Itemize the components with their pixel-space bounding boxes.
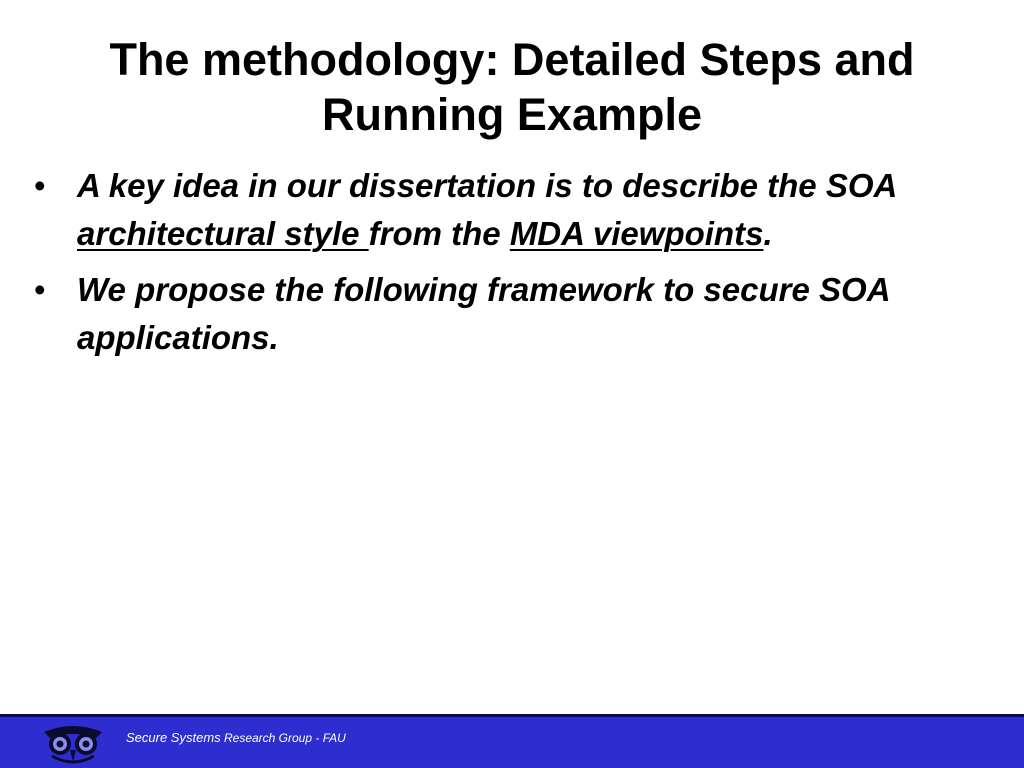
bullet-text-part: A key idea in our dissertation is to describe the SOA (77, 167, 897, 204)
bullet-marker: • (34, 271, 46, 308)
bullet-text-part: . (763, 215, 773, 252)
footer-org-main: Secure Systems (126, 730, 221, 745)
architectural-style-link[interactable]: architectural style (77, 215, 369, 252)
bullet-text-part: from the (368, 215, 510, 252)
footer-org-rest: Research Group - FAU (220, 731, 346, 745)
bullet-item-1 (32, 162, 992, 258)
owl-logo-icon (40, 722, 106, 766)
bullet-text: We propose the following framework to secure SOA applications. (77, 271, 890, 356)
bullet-list (32, 162, 992, 370)
footer-org-text (126, 730, 346, 745)
footer-bar (0, 714, 1024, 768)
mda-viewpoints-link[interactable]: MDA viewpoints (509, 215, 764, 252)
slide-title: The methodology: Detailed Steps and Running Example (109, 34, 915, 140)
bullet-marker: • (34, 167, 46, 204)
bullet-item-2 (32, 266, 992, 362)
